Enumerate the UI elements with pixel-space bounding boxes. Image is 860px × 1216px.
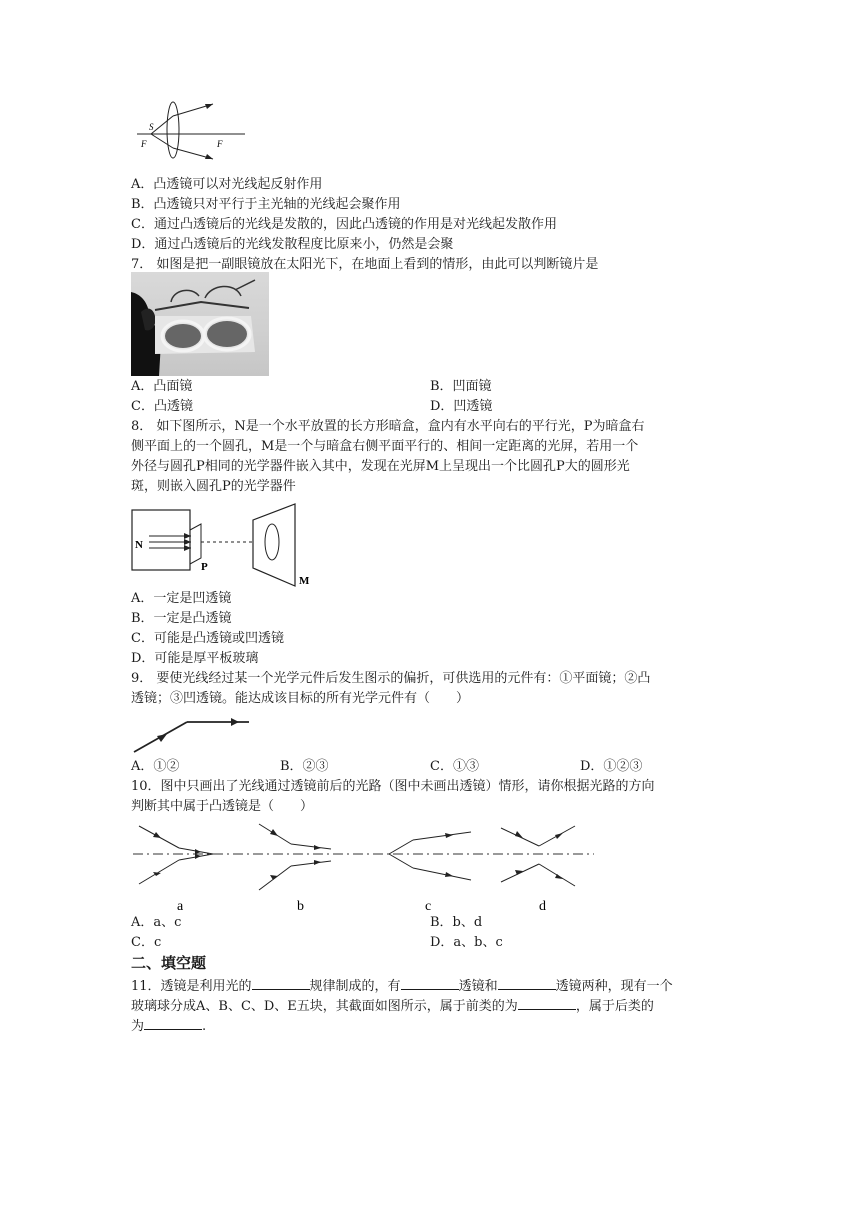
q7-glasses-photo bbox=[131, 272, 269, 376]
q9-stem-line-2: 透镜；③凹透镜。能达成该目标的所有光学元件有（ ） bbox=[131, 691, 470, 706]
section-title: 二、填空题 bbox=[131, 954, 207, 972]
q11-line-3 bbox=[131, 1016, 206, 1036]
label-b: b bbox=[297, 899, 304, 914]
q7-stem: 7． 如图是把一副眼镜放在太阳光下，在地面上看到的情形，由此可以判断镜片是 bbox=[131, 257, 599, 272]
q11-text-5: 玻璃球分成A、B、C、D、E五块，其截面如图所示，属于前类的为 bbox=[131, 999, 518, 1014]
label-f-left: F bbox=[141, 139, 147, 149]
label-n: N bbox=[135, 539, 143, 551]
q11-blank-3[interactable] bbox=[498, 976, 556, 990]
q11-text-4: 透镜两种，现有一个 bbox=[555, 979, 673, 994]
q10-stem-line-2: 判断其中属于凸透镜是（ ） bbox=[131, 799, 314, 814]
q10-option-c: C．c bbox=[131, 935, 162, 950]
q11-blank-4[interactable] bbox=[518, 996, 576, 1010]
q6-option-c: C．通过凸透镜后的光线是发散的，因此凸透镜的作用是对光线起发散作用 bbox=[131, 217, 557, 232]
q8-dark-box-diagram bbox=[131, 502, 321, 588]
label-s: S bbox=[149, 122, 154, 132]
q6-lens-diagram bbox=[131, 100, 251, 162]
q8-option-b: B．一定是凸透镜 bbox=[131, 611, 232, 626]
q8-option-d: D．可能是厚平板玻璃 bbox=[131, 651, 259, 666]
q11-blank-5[interactable] bbox=[144, 1016, 202, 1030]
label-a: a bbox=[177, 899, 184, 914]
q9-option-b: B．②③ bbox=[280, 759, 329, 774]
q7-option-a: A．凸面镜 bbox=[131, 379, 193, 394]
q8-option-a: A．一定是凹透镜 bbox=[131, 591, 232, 606]
q6-option-d: D．通过凸透镜后的光线发散程度比原来小，仍然是会聚 bbox=[131, 237, 454, 252]
q8-stem-line-4: 斑，则嵌入圆孔P的光学器件 bbox=[131, 479, 296, 494]
q6-option-b: B．凸透镜只对平行于主光轴的光线起会聚作用 bbox=[131, 197, 401, 212]
q10-option-b: B．b、d bbox=[430, 915, 483, 930]
q9-option-a: A．①② bbox=[131, 759, 180, 774]
q11-text-6: ，属于后类的 bbox=[575, 999, 654, 1014]
q10-option-a: A．a、c bbox=[131, 915, 182, 930]
q10-stem-line-1: 10．图中只画出了光线通过透镜前后的光路（图中未画出透镜）情形，请你根据光路的方向 bbox=[131, 779, 655, 794]
q9-option-c: C．①③ bbox=[430, 759, 479, 774]
q11-text-2: 规律制成的，有 bbox=[309, 979, 401, 994]
q11-text-1: 11．透镜是利用光的 bbox=[131, 979, 252, 994]
q7-option-b: B．凹面镜 bbox=[430, 379, 492, 394]
q11-text-7: 为 bbox=[131, 1019, 145, 1034]
q6-option-a: A．凸透镜可以对光线起反射作用 bbox=[131, 177, 323, 192]
q10-light-paths-diagram bbox=[131, 818, 596, 914]
label-d: d bbox=[539, 899, 546, 914]
q7-option-c: C．凸透镜 bbox=[131, 399, 193, 414]
q9-refraction-diagram bbox=[131, 710, 253, 756]
label-f-right: F bbox=[217, 139, 223, 149]
q11-line-1 bbox=[131, 976, 673, 996]
q9-stem-line-1: 9． 要使光线经过某一个光学元件后发生图示的偏折，可供选用的元件有：①平面镜；②凸 bbox=[131, 671, 651, 686]
q11-line-2 bbox=[131, 996, 654, 1016]
label-p: P bbox=[201, 561, 208, 573]
q11-blank-2[interactable] bbox=[401, 976, 459, 990]
q8-stem-line-1: 8． 如下图所示，N是一个水平放置的长方形暗盒，盒内有水平向右的平行光，P为暗盒右 bbox=[131, 419, 645, 434]
q11-text-3: 透镜和 bbox=[458, 979, 498, 994]
q8-stem-line-3: 外径与圆孔P相同的光学器件嵌入其中，发现在光屏M上呈现出一个比圆孔P大的圆形光 bbox=[131, 459, 630, 474]
q10-option-d: D．a、b、c bbox=[430, 935, 503, 950]
q8-stem-line-2: 侧平面上的一个圆孔，M是一个与暗盒右侧平面平行的、相间一定距离的光屏，若用一个 bbox=[131, 439, 639, 454]
q9-option-d: D．①②③ bbox=[580, 759, 643, 774]
label-c: c bbox=[425, 899, 432, 914]
q8-option-c: C．可能是凸透镜或凹透镜 bbox=[131, 631, 284, 646]
q11-blank-1[interactable] bbox=[252, 976, 310, 990]
label-m: M bbox=[299, 575, 310, 587]
q7-option-d: D．凹透镜 bbox=[430, 399, 493, 414]
q11-text-8: . bbox=[202, 1019, 207, 1034]
